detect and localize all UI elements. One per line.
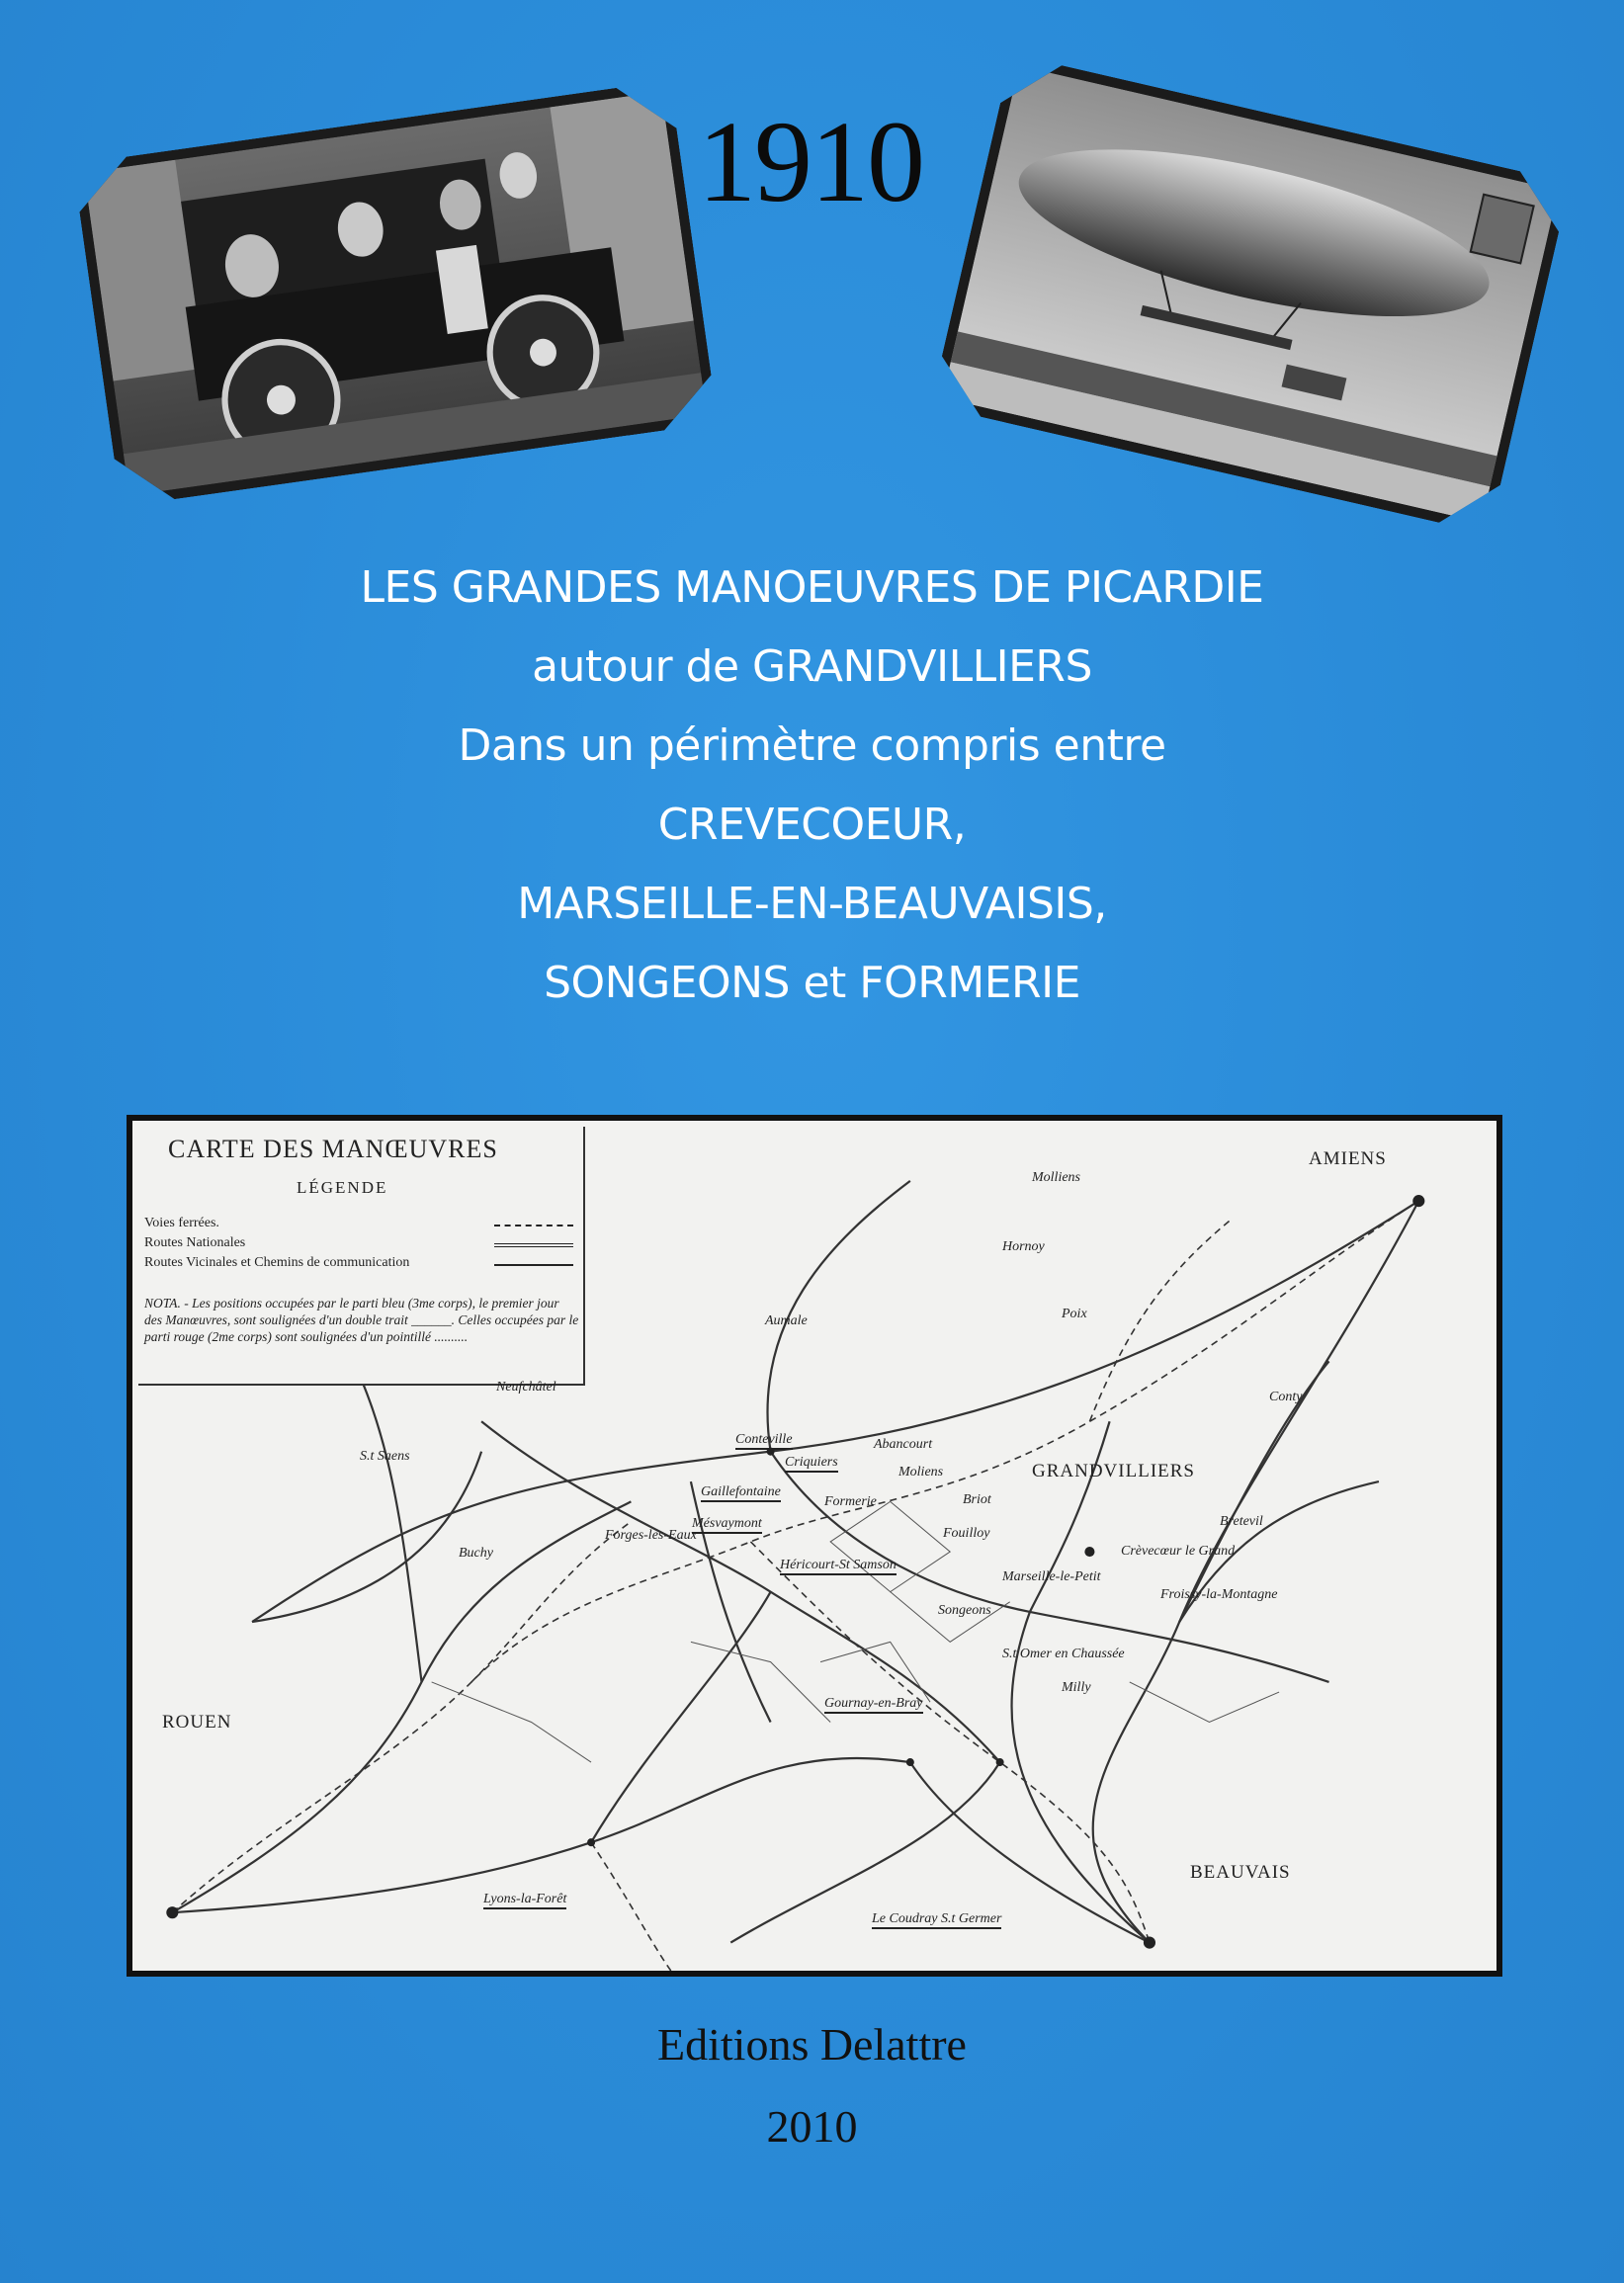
town-formerie: Formerie: [824, 1494, 877, 1509]
town-hornoy: Hornoy: [1002, 1239, 1045, 1254]
town-poix: Poix: [1062, 1307, 1087, 1321]
title-line: MARSEILLE-EN-BEAUVAISIS,: [517, 879, 1107, 929]
title-line: SONGEONS et FORMERIE: [544, 958, 1080, 1008]
town-grandvilliers: GRANDVILLIERS: [1032, 1461, 1195, 1481]
town-gaillefontaine: Gaillefontaine: [701, 1484, 781, 1502]
town-aumale: Aumale: [765, 1313, 808, 1328]
town-criquiers: Criquiers: [785, 1455, 838, 1473]
legend-railways: Voies ferrées.: [144, 1216, 219, 1230]
legend-national-line: [494, 1243, 573, 1247]
legend-title: LÉGENDE: [297, 1178, 388, 1197]
town-amiens: AMIENS: [1309, 1148, 1387, 1169]
town-rouen: ROUEN: [162, 1712, 232, 1733]
vintage-automobile-photo: [73, 80, 719, 506]
maneuvers-map: [127, 1115, 1502, 1977]
town-froissy: Froissy-la-Montagne: [1160, 1587, 1278, 1602]
title-line: Dans un périmètre compris entre: [458, 720, 1166, 771]
legend-nota: NOTA. - Les positions occupées par le parti bleu (3me corps), le premier jour des Manœuvres, sont soulignées d'un double trait ______. Celles occupées par le parti rouge (2me corps) sont soulignées d'un pointillé ..........: [144, 1296, 579, 1344]
title-line: LES GRANDES MANOEUVRES DE PICARDIE: [360, 562, 1264, 613]
map-legend: [138, 1127, 585, 1386]
legend-railway-line: [494, 1225, 573, 1226]
town-briot: Briot: [963, 1492, 991, 1507]
town-buchy: Buchy: [459, 1546, 493, 1561]
town-forges: Forges-les-Eaux: [605, 1528, 697, 1543]
title-line: CREVECOEUR,: [657, 800, 967, 850]
town-milly: Milly: [1062, 1680, 1091, 1695]
town-bretevil: Bretevil: [1220, 1514, 1263, 1529]
town-conteville: Conteville: [735, 1432, 793, 1450]
town-moliens: Moliens: [898, 1465, 944, 1480]
town-marseille: Marseille-le-Petit: [1002, 1569, 1101, 1584]
town-gournay: Gournay-en-Bray: [824, 1696, 923, 1714]
town-conty: Conty: [1269, 1390, 1303, 1404]
town-coudray: Le Coudray S.t Germer: [872, 1911, 1001, 1929]
airship-postcard-photo: [930, 53, 1570, 534]
legend-local-roads: Routes Vicinales et Chemins de communication: [144, 1255, 410, 1270]
town-st-omer: S.t Omer en Chaussée: [1002, 1647, 1125, 1661]
town-st-saens: S.t Saens: [360, 1449, 410, 1464]
cover-title-block: [119, 549, 1505, 1023]
town-songeons: Songeons: [938, 1603, 991, 1618]
town-hericourt: Héricourt-St Samson: [780, 1558, 897, 1575]
title-line: autour de GRANDVILLIERS: [532, 641, 1092, 692]
town-neufchatel: Neufchâtel: [496, 1380, 556, 1395]
town-lyons: Lyons-la-Forêt: [483, 1892, 566, 1909]
legend-national-roads: Routes Nationales: [144, 1235, 246, 1250]
town-molliens: Molliens: [1032, 1170, 1080, 1185]
town-mesvaymont: Mésvaymont: [692, 1516, 762, 1534]
town-crevecoeur: Crèvecœur le Grand: [1121, 1544, 1236, 1559]
publication-year: 2010: [766, 2101, 858, 2152]
town-fouilloy: Fouilloy: [943, 1526, 990, 1541]
cover-year: 1910: [698, 97, 923, 226]
legend-local-line: [494, 1264, 573, 1266]
publisher-name: Editions Delattre: [657, 2019, 967, 2070]
map-title: CARTE DES MANŒUVRES: [168, 1135, 498, 1163]
town-abancourt: Abancourt: [874, 1437, 933, 1452]
town-beauvais: BEAUVAIS: [1190, 1862, 1291, 1883]
map-canvas: [132, 1121, 1496, 1971]
